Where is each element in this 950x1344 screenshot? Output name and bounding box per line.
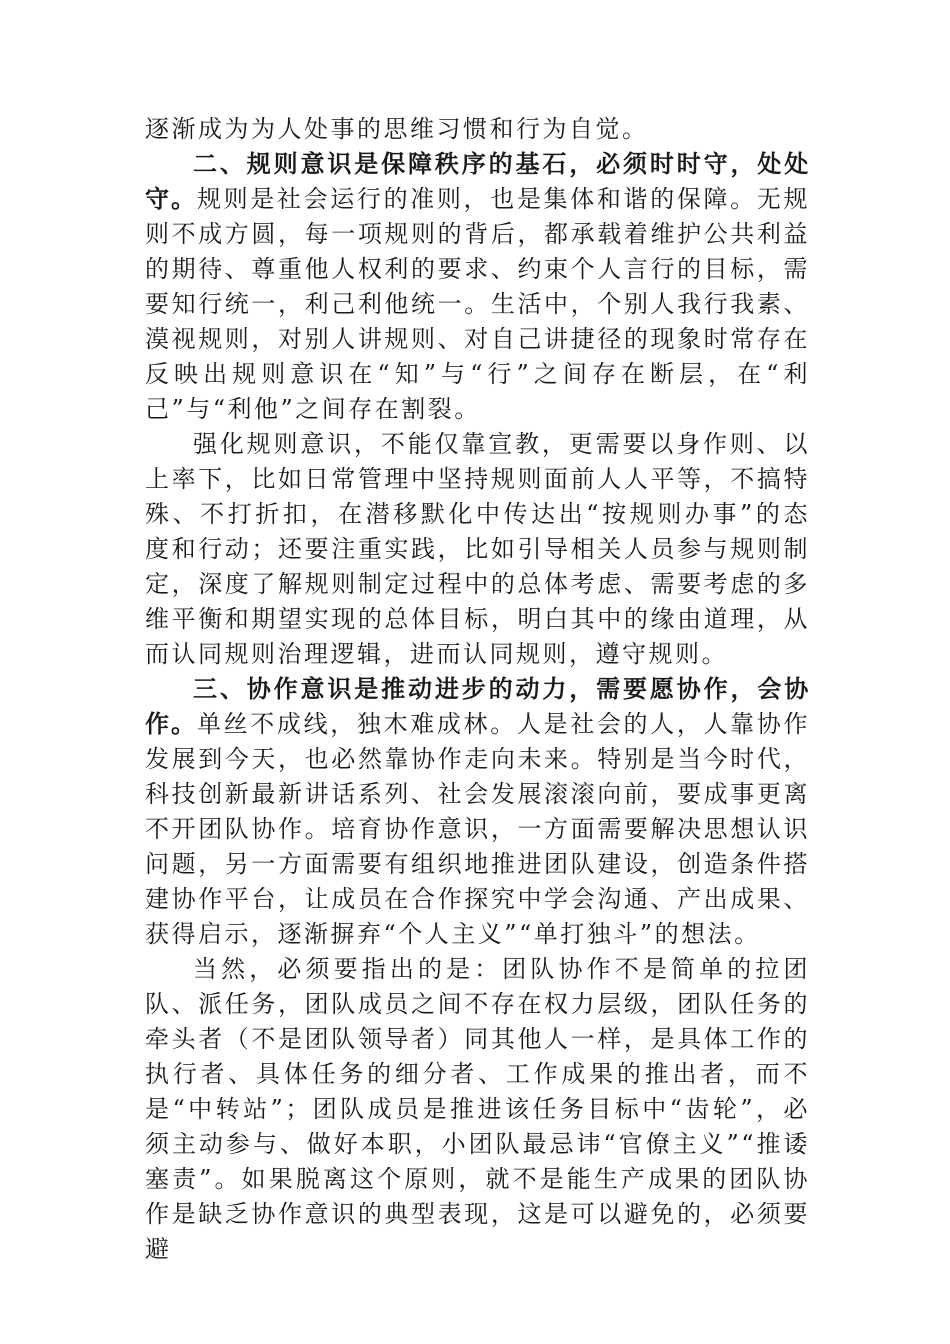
section-body-cooperation: 单丝不成线，独木难成林。人是社会的人，人靠协作发展到今天，也必然靠协作走向未来。特别是当今时代，科技创新最新讲话系列、社会发展滚滚向前，要成事更离不开团队协作。培育协作意识，一方面需要解决思想认识问题，另一方面需要有组织地推进团队建设，创造条件搭建协作平台，让成员在合作探究中学会沟通、产出成果、获得启示，逐渐摒弃“个人主义”“单打独斗”的想法。 <box>145 710 811 948</box>
section-body-rules: 规则是社会运行的准则，也是集体和谐的保障。无规则不成方圆，每一项规则的背后，都承载着维护公共利益的期待、尊重他人权利的要求、约束个人言行的目标，需要知行统一，利己利他统一。生活中，个别人我行我素、漠视规则，对别人讲规则、对自己讲捷径的现象时常存在反映出规则意识在“知”与“行”之间存在断层，在“利己”与“利他”之间存在割裂。 <box>145 185 811 423</box>
section-heading-cooperation: 三、协作意识是推动进步的动力，需要愿协作，会协作。 <box>145 675 810 738</box>
section-heading-rules: 二、规则意识是保障秩序的基石，必须时时守，处处守。 <box>145 150 810 213</box>
paragraph-team-principle: 当然，必须要指出的是：团队协作不是简单的拉团队、派任务，团队成员之间不存在权力层级，团队任务的牵头者（不是团队领导者）同其他人一样，是具体工作的执行者、具体任务的细分者、工作成果的推出者，而不是“中转站”；团队成员是推进该任务目标中“齿轮”，必须主动参与、做好本职，小团队最忌讳“官僚主义”“推诿塞责”。如果脱离这个原则，就不是能生产成果的团队协作是缺乏协作意识的典型表现，这是可以避免的，必须要避 <box>145 955 810 1263</box>
paragraph-continuation: 逐渐成为为人处事的思维习惯和行为自觉。 <box>145 115 649 143</box>
paragraph-rules-practice: 强化规则意识，不能仅靠宣教，更需要以身作则、以上率下，比如日常管理中坚持规则面前人人平等，不搞特殊、不打折扣，在潜移默化中传达出“按规则办事”的态度和行动；还要注重实践，比如引导相关人员参与规则制定，深度了解规则制定过程中的总体考虑、需要考虑的多维平衡和期望实现的总体目标，明白其中的缘由道理，从而认同规则治理逻辑，进而认同规则，遵守规则。 <box>145 430 810 668</box>
section-rules <box>145 147 810 427</box>
section-cooperation <box>145 672 810 952</box>
